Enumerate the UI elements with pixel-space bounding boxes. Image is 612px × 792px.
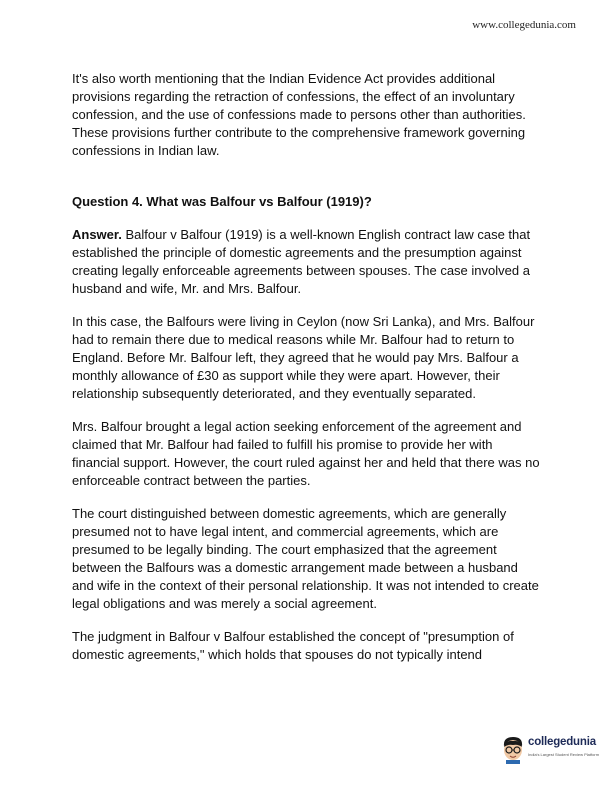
paragraph-court-reasoning: The court distinguished between domestic agreements, which are generally presumed not to have legal intent, and commercial agreements, which are presumed to be legally binding. The court emphasized that the agreement between the Balfours was a domestic arrangement made between a husband and wife in the context of their personal relationship. It was not intended to create legal obligations and was merely a social agreement. bbox=[72, 506, 539, 611]
logo-tagline: India's Largest Student Review Platform bbox=[528, 752, 600, 757]
collegedunia-logo bbox=[500, 730, 598, 770]
paragraph-judgment: The judgment in Balfour v Balfour established the concept of "presumption of domestic agreements," which holds that spouses do not typically intend bbox=[72, 629, 514, 662]
paragraph-legal-action: Mrs. Balfour brought a legal action seeking enforcement of the agreement and claimed that Mr. Balfour had failed to fulfill his promise to provide her with financial support. However, the court ruled against her and held that there was no enforceable contract between the parties. bbox=[72, 419, 540, 488]
intro-paragraph: It's also worth mentioning that the Indian Evidence Act provides additional provisions regarding the retraction of confessions, the effect of an involuntary confession, and the use of confessions made to persons other than authorities. These provisions further contribute to the comprehensive framework governing confessions in Indian law. bbox=[72, 71, 526, 158]
header-url: www.collegedunia.com bbox=[472, 19, 576, 31]
answer-text: Balfour v Balfour (1919) is a well-known English contract law case that established the principle of domestic agreements and the presumption against creating legally enforceable agreements between spouses. The case involved a husband and wife, Mr. and Mrs. Balfour. bbox=[72, 227, 531, 296]
logo-name: collegedunia bbox=[528, 736, 596, 748]
answer-paragraph bbox=[72, 226, 542, 298]
paragraph-background: In this case, the Balfours were living in Ceylon (now Sri Lanka), and Mrs. Balfour had to remain there due to medical reasons while Mr. Balfour had to return to England. Before Mr. Balfour left, they agreed that he would pay Mrs. Balfour a monthly allowance of £30 as support while they were apart. However, their relationship subsequently deteriorated, and they eventually separated. bbox=[72, 314, 535, 401]
mascot-icon bbox=[500, 734, 526, 764]
question-heading: Question 4. What was Balfour vs Balfour (1919)? bbox=[72, 194, 372, 209]
document-body bbox=[72, 70, 542, 679]
answer-label: Answer. bbox=[72, 227, 122, 242]
